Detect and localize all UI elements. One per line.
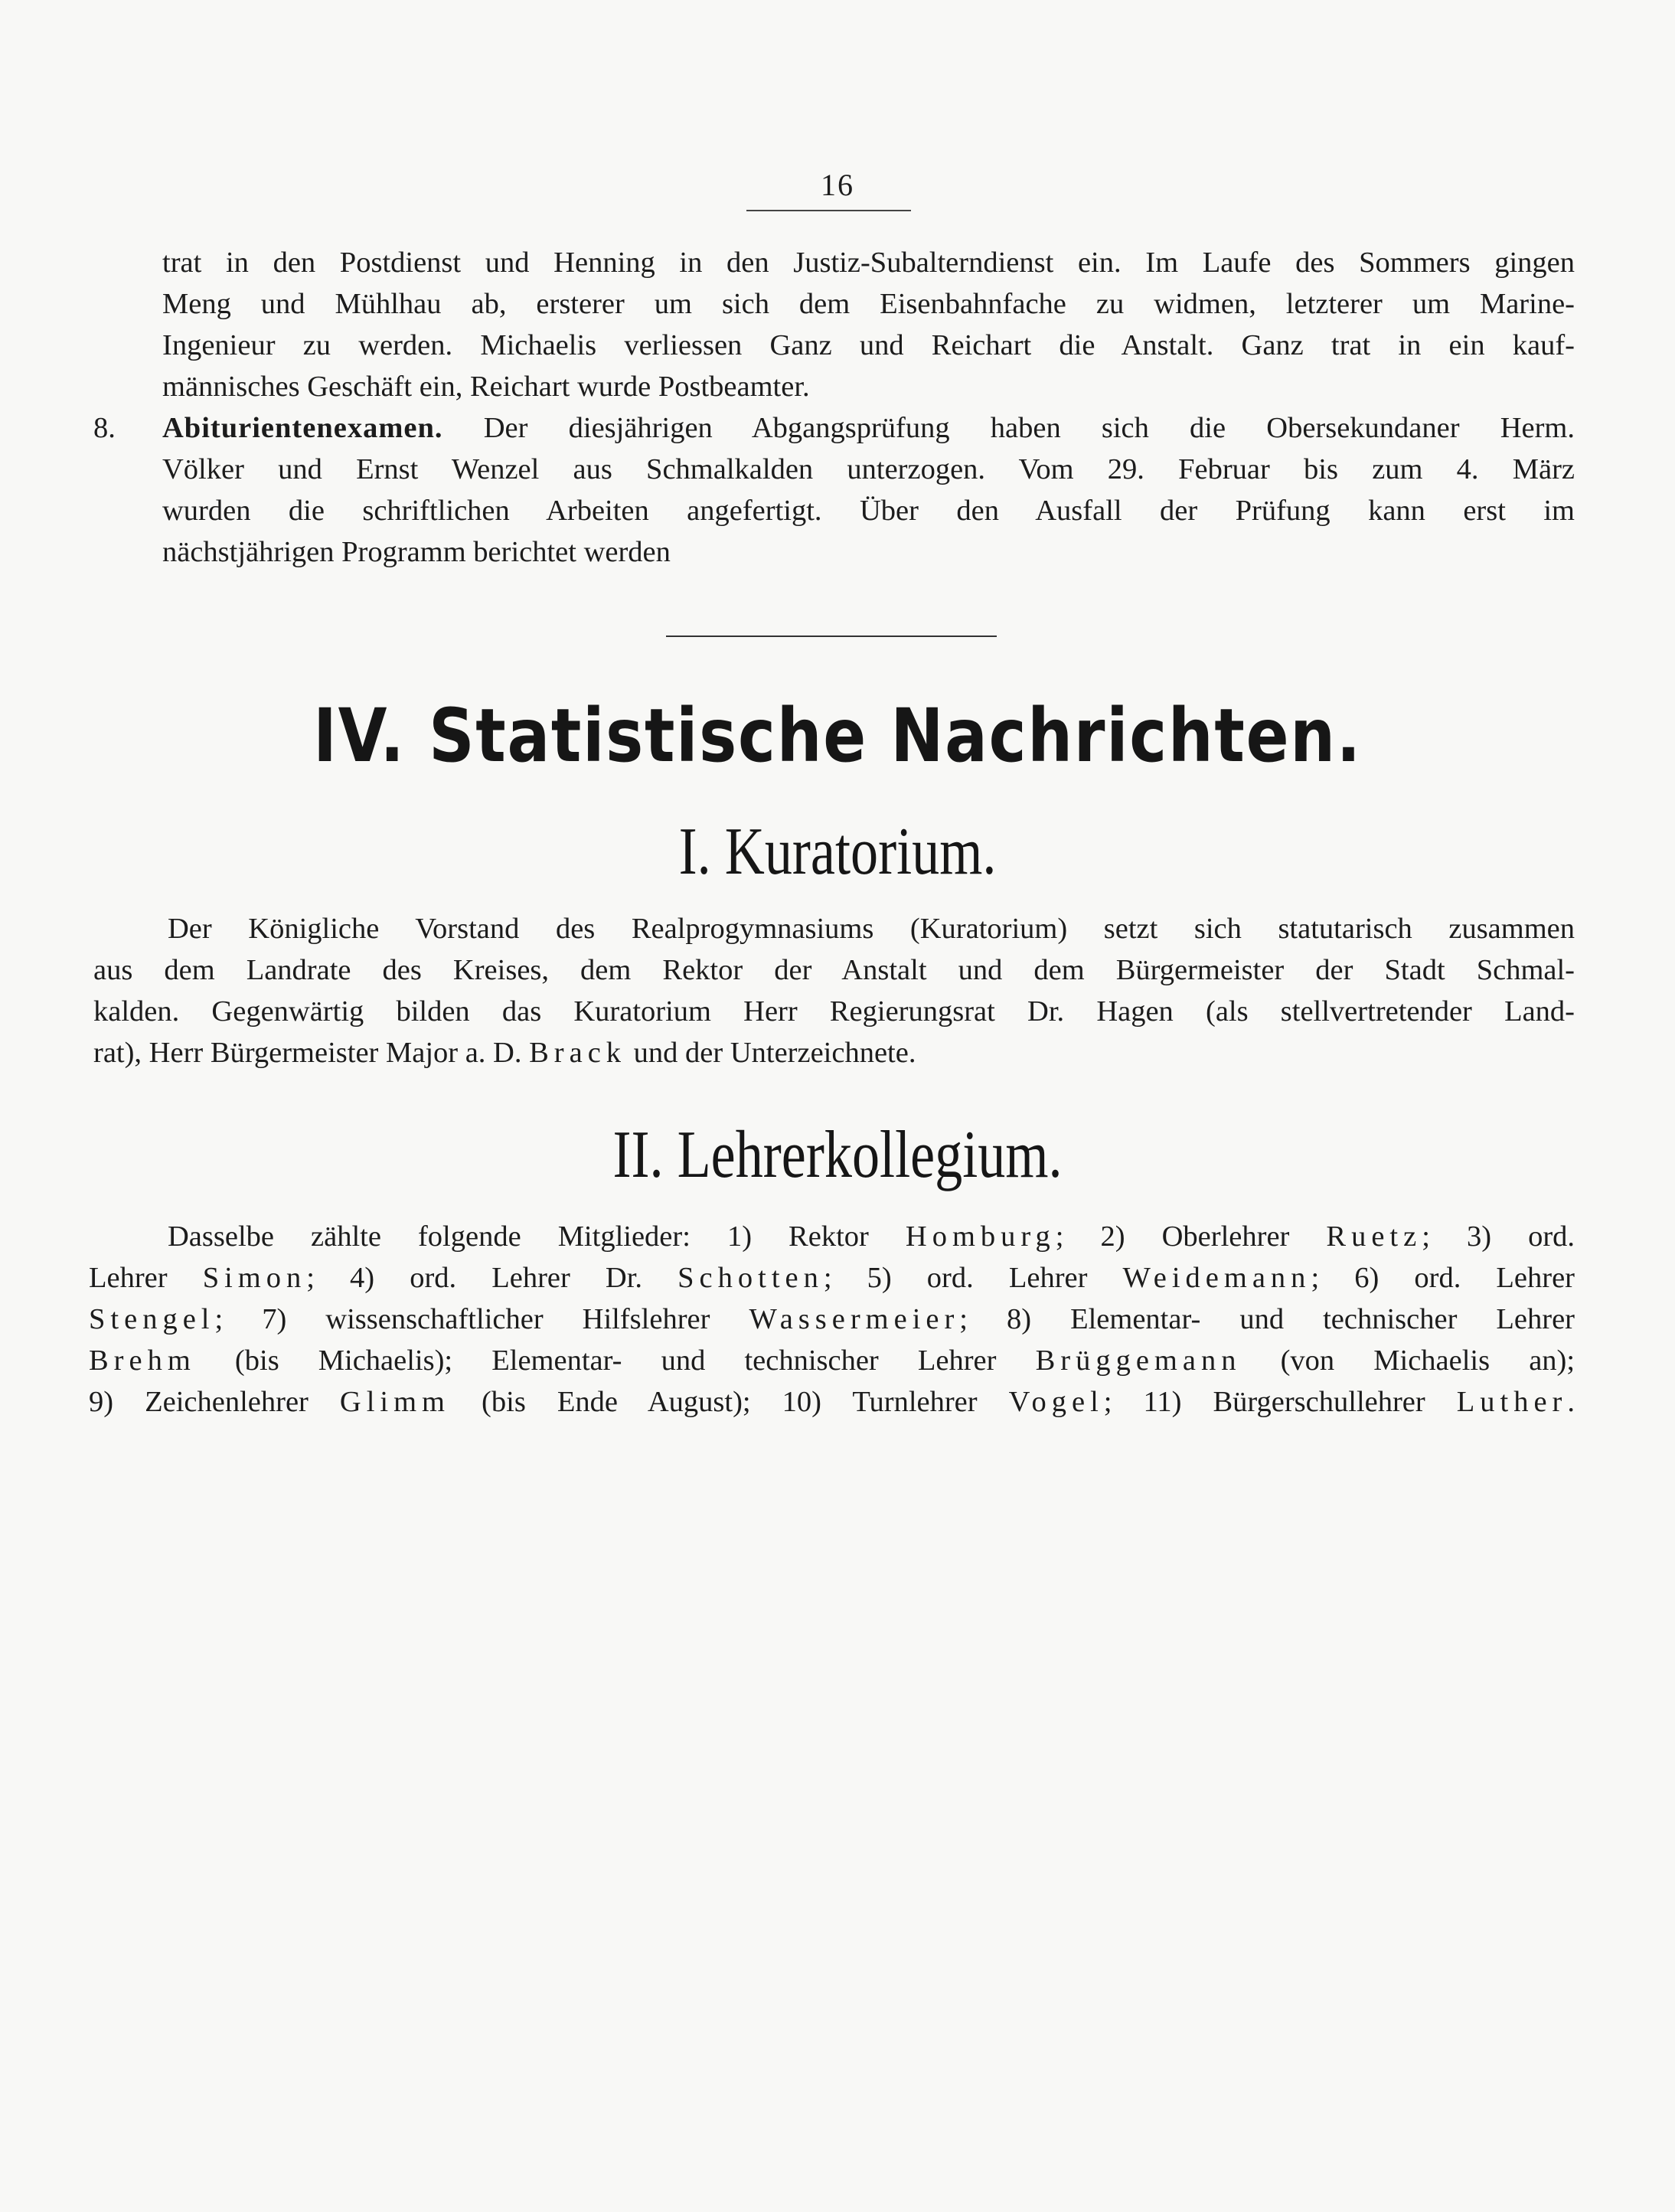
person-name: Weidemann <box>1122 1262 1311 1294</box>
page-number: 16 <box>821 168 854 202</box>
section-8-line-1-text: Der diesjährigen Abgangsprüfung haben sich die Obersekundaner Herm. <box>483 412 1575 444</box>
lehrer-text: ; 2) Oberlehrer <box>1055 1220 1290 1253</box>
person-name: Schotten <box>678 1262 824 1294</box>
lehrer-text: ; 11) Bürgerschullehrer <box>1103 1386 1425 1418</box>
kuratorium-line-4 <box>93 1032 1575 1073</box>
kuratorium-paragraph <box>93 908 1575 1073</box>
kuratorium-line-4-b: und der Unterzeichnete. <box>633 1037 916 1069</box>
lehrerkollegium-paragraph <box>89 1216 1575 1423</box>
person-name: Simon <box>202 1262 307 1294</box>
person-name: Glimm <box>339 1386 450 1418</box>
lehrer-text: (von Michaelis an); <box>1280 1345 1575 1377</box>
lehrer-text: Lehrer <box>89 1262 168 1294</box>
person-name: Homburg <box>905 1220 1056 1253</box>
kuratorium-line-2: aus dem Landrate des Kreises, dem Rektor der Anstalt und dem Bürgermeister der Stadt Schmal- <box>93 954 1575 986</box>
person-name: Luther <box>1456 1386 1568 1418</box>
section-8-line-1 <box>162 407 1575 449</box>
lehrer-text: Dasselbe zählte folgende Mitglieder: 1) Rektor <box>168 1220 869 1253</box>
person-name: Stengel <box>89 1303 215 1335</box>
lehrer-text: (bis Ende August); 10) Turnlehrer <box>482 1386 978 1418</box>
lehrer-text: ; 6) ord. Lehrer <box>1311 1262 1575 1294</box>
lehrer-text: ; 3) ord. <box>1422 1220 1575 1253</box>
lehrer-text: ; 5) ord. Lehrer <box>823 1262 1088 1294</box>
lehrer-text: (bis Michaelis); Elementar- und technischer Lehrer <box>234 1345 997 1377</box>
section-8-line-2: Völker und Ernst Wenzel aus Schmalkalden unterzogen. Vom 29. Februar bis zum 4. März <box>162 453 1575 485</box>
intro-line-1: trat in den Postdienst und Henning in den Justiz-Subalterndienst ein. Im Laufe des Sommers gingen <box>162 247 1575 279</box>
section-divider <box>666 636 997 637</box>
intro-paragraph <box>162 242 1575 407</box>
lehrer-line-5 <box>89 1381 1575 1423</box>
lehrer-text: . <box>1567 1386 1575 1418</box>
person-name: Brüggemann <box>1035 1345 1242 1377</box>
intro-line-2: Meng und Mühlhau ab, ersterer um sich dem Eisenbahnfache zu widmen, letzterer um Marine- <box>162 288 1575 320</box>
lehrer-line-1 <box>89 1216 1575 1257</box>
section-8-line-3: wurden die schriftlichen Arbeiten angefertigt. Über den Ausfall der Prüfung kann erst im <box>162 495 1575 527</box>
person-name: Vogel <box>1008 1386 1104 1418</box>
person-name: Brehm <box>89 1345 196 1377</box>
intro-line-4: männisches Geschäft ein, Reichart wurde Postbeamter. <box>162 371 810 403</box>
person-name: Wassermeier <box>749 1303 960 1335</box>
section-8-line-4: nächstjährigen Programm berichtet werden <box>162 536 671 568</box>
intro-line-3: Ingenieur zu werden. Michaelis verliessen Ganz und Reichart die Anstalt. Ganz trat in ein kauf- <box>162 329 1575 361</box>
lehrer-line-3 <box>89 1299 1575 1340</box>
kuratorium-heading: I. Kuratorium. <box>678 815 997 889</box>
section-title: Abiturientenexamen. <box>162 412 443 444</box>
page-number-rule <box>746 210 911 211</box>
section-abiturientenexamen <box>93 407 1575 573</box>
lehrer-text: ; 7) wissenschaftlicher Hilfslehrer <box>214 1303 710 1335</box>
lehrerkollegium-heading: II. Lehrerkollegium. <box>612 1118 1063 1192</box>
lehrer-text: 9) Zeichenlehrer <box>89 1386 309 1418</box>
section-number: 8. <box>93 412 116 444</box>
lehrer-line-4 <box>89 1340 1575 1381</box>
kuratorium-line-4-a: rat), Herr Bürgermeister Major a. D. <box>93 1037 522 1069</box>
main-heading: IV. Statistische Nachrichten. <box>313 693 1362 779</box>
lehrer-text: ; 4) ord. Lehrer Dr. <box>306 1262 643 1294</box>
lehrer-text: ; 8) Elementar- und technischer Lehrer <box>959 1303 1575 1335</box>
kuratorium-line-3: kalden. Gegenwärtig bilden das Kuratorium Herr Regierungsrat Dr. Hagen (als stellvertretender Land- <box>93 995 1575 1028</box>
person-name: Ruetz <box>1326 1220 1422 1253</box>
kuratorium-line-1: Der Königliche Vorstand des Realprogymnasiums (Kuratorium) setzt sich statutarisch zusammen <box>168 913 1575 945</box>
lehrer-line-2 <box>89 1257 1575 1299</box>
person-name: Brack <box>529 1037 627 1069</box>
